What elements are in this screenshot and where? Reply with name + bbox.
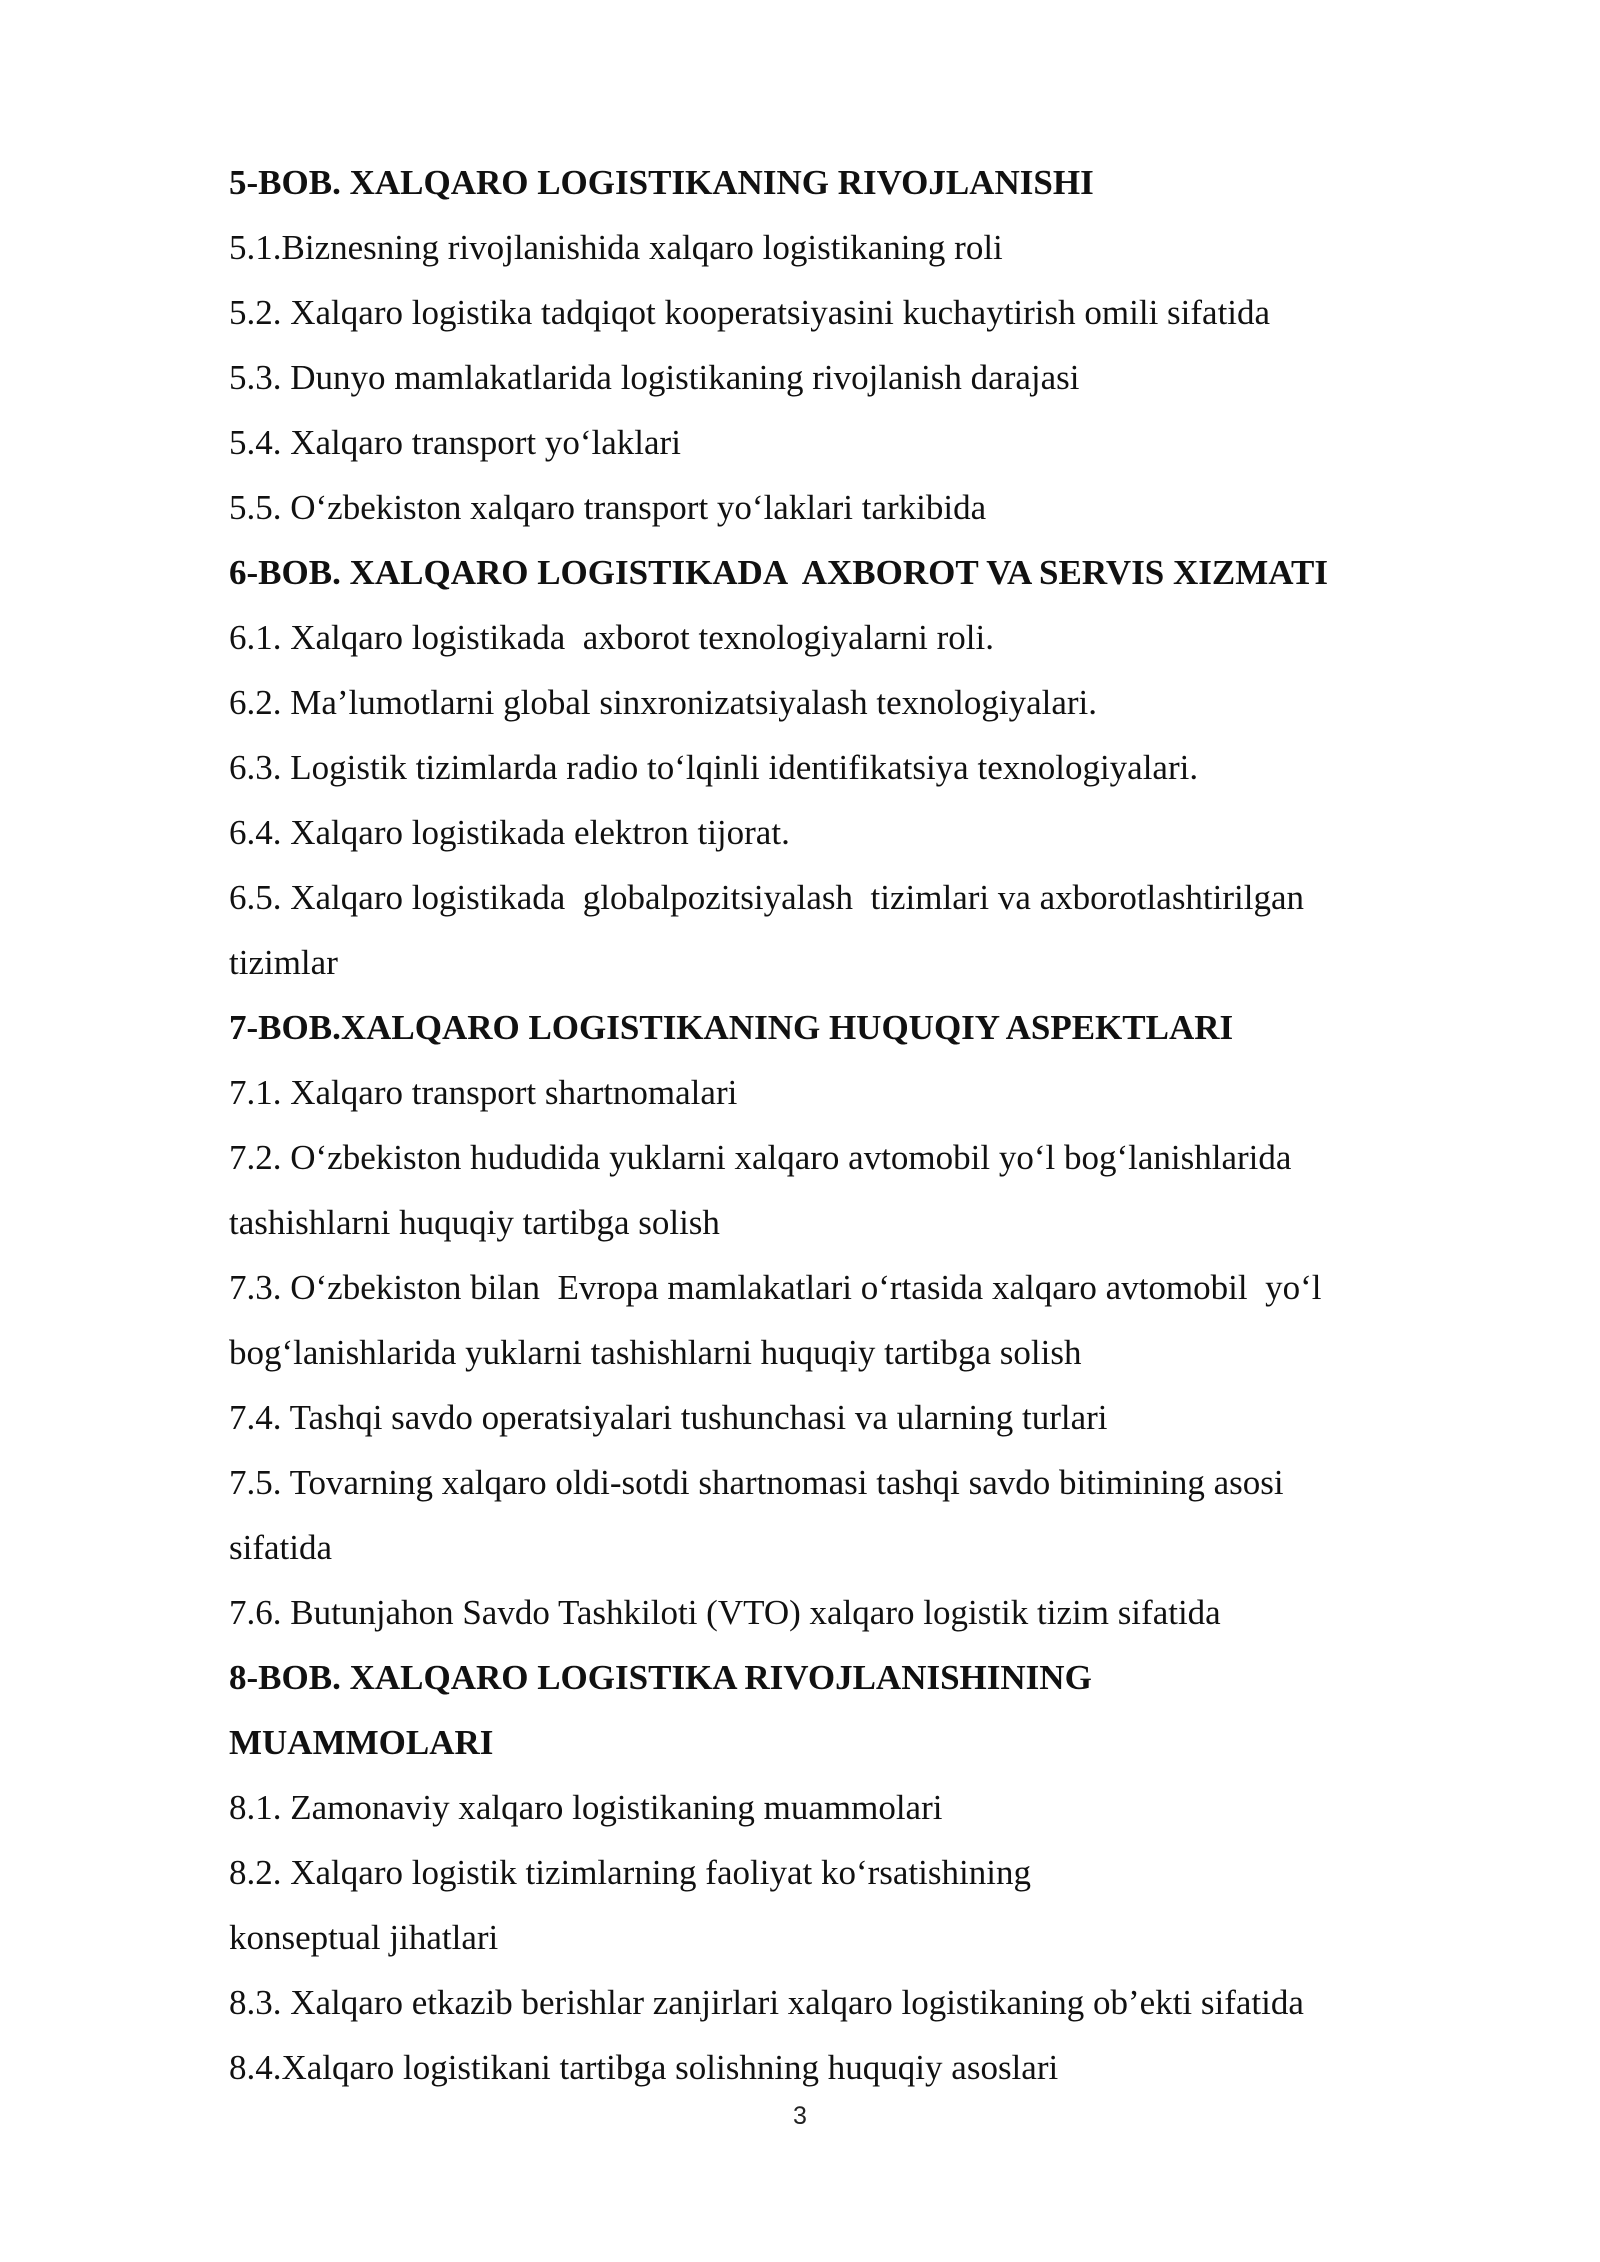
toc-entry: 5.4. Xalqaro transport yo‘laklari: [229, 423, 681, 462]
toc-entry: 7.4. Tashqi savdo operatsiyalari tushunchasi va ularning turlari: [229, 1398, 1108, 1437]
toc-entry: 5.5. O‘zbekiston xalqaro transport yo‘laklari tarkibida: [229, 488, 987, 527]
toc-entry: 6.4. Xalqaro logistikada elektron tijorat.: [229, 813, 790, 852]
toc-entry: 7.5. Tovarning xalqaro oldi-sotdi shartnomasi tashqi savdo bitimining asosi: [229, 1463, 1284, 1502]
toc-entry: 6.5. Xalqaro logistikada globalpozitsiyalash tizimlari va axborotlashtirilgan: [229, 878, 1305, 917]
toc-entry: 7.2. O‘zbekiston hududida yuklarni xalqaro avtomobil yo‘l bog‘lanishlarida: [229, 1138, 1292, 1177]
toc-entry: tizimlar: [229, 943, 338, 982]
toc-entry: 7.1. Xalqaro transport shartnomalari: [229, 1073, 738, 1112]
toc-entry: 5.2. Xalqaro logistika tadqiqot kooperatsiyasini kuchaytirish omili sifatida: [229, 293, 1271, 332]
table-of-contents: [229, 150, 1519, 2100]
page-number: 3: [793, 2102, 807, 2130]
toc-entry: 6.2. Ma’lumotlarni global sinxronizatsiyalash texnologiyalari.: [229, 683, 1098, 722]
toc-entry: tashishlarni huquqiy tartibga solish: [229, 1203, 720, 1242]
toc-entry: 8.4.Xalqaro logistikani tartibga solishning huquqiy asoslari: [229, 2048, 1059, 2087]
toc-entry: 8.3. Xalqaro etkazib berishlar zanjirlari xalqaro logistikaning ob’ekti sifatida: [229, 1983, 1304, 2022]
chapter-heading: MUAMMOLARI: [229, 1723, 494, 1762]
toc-entry: konseptual jihatlari: [229, 1918, 499, 1957]
toc-entry: 6.1. Xalqaro logistikada axborot texnologiyalarni roli.: [229, 618, 994, 657]
toc-entry: 6.3. Logistik tizimlarda radio to‘lqinli identifikatsiya texnologiyalari.: [229, 748, 1199, 787]
toc-entry: sifatida: [229, 1528, 333, 1567]
toc-entry: 8.1. Zamonaviy xalqaro logistikaning muammolari: [229, 1788, 943, 1827]
toc-entry: 5.1.Biznesning rivojlanishida xalqaro logistikaning roli: [229, 228, 1003, 267]
toc-entry: 5.3. Dunyo mamlakatlarida logistikaning rivojlanish darajasi: [229, 358, 1080, 397]
chapter-heading: 7-BOB.XALQARO LOGISTIKANING HUQUQIY ASPEKTLARI: [229, 1008, 1234, 1047]
chapter-heading: 6-BOB. XALQARO LOGISTIKADA AXBOROT VA SERVIS XIZMATI: [229, 553, 1328, 592]
chapter-heading: 8-BOB. XALQARO LOGISTIKA RIVOJLANISHINING: [229, 1658, 1092, 1697]
toc-entry: 8.2. Xalqaro logistik tizimlarning faoliyat ko‘rsatishining: [229, 1853, 1031, 1892]
toc-entry: bog‘lanishlarida yuklarni tashishlarni huquqiy tartibga solish: [229, 1333, 1082, 1372]
toc-entry: 7.6. Butunjahon Savdo Tashkiloti (VTO) xalqaro logistik tizim sifatida: [229, 1593, 1221, 1632]
chapter-heading: 5-BOB. XALQARO LOGISTIKANING RIVOJLANISHI: [229, 163, 1094, 202]
toc-entry: 7.3. O‘zbekiston bilan Evropa mamlakatlari o‘rtasida xalqaro avtomobil yo‘l: [229, 1268, 1322, 1307]
